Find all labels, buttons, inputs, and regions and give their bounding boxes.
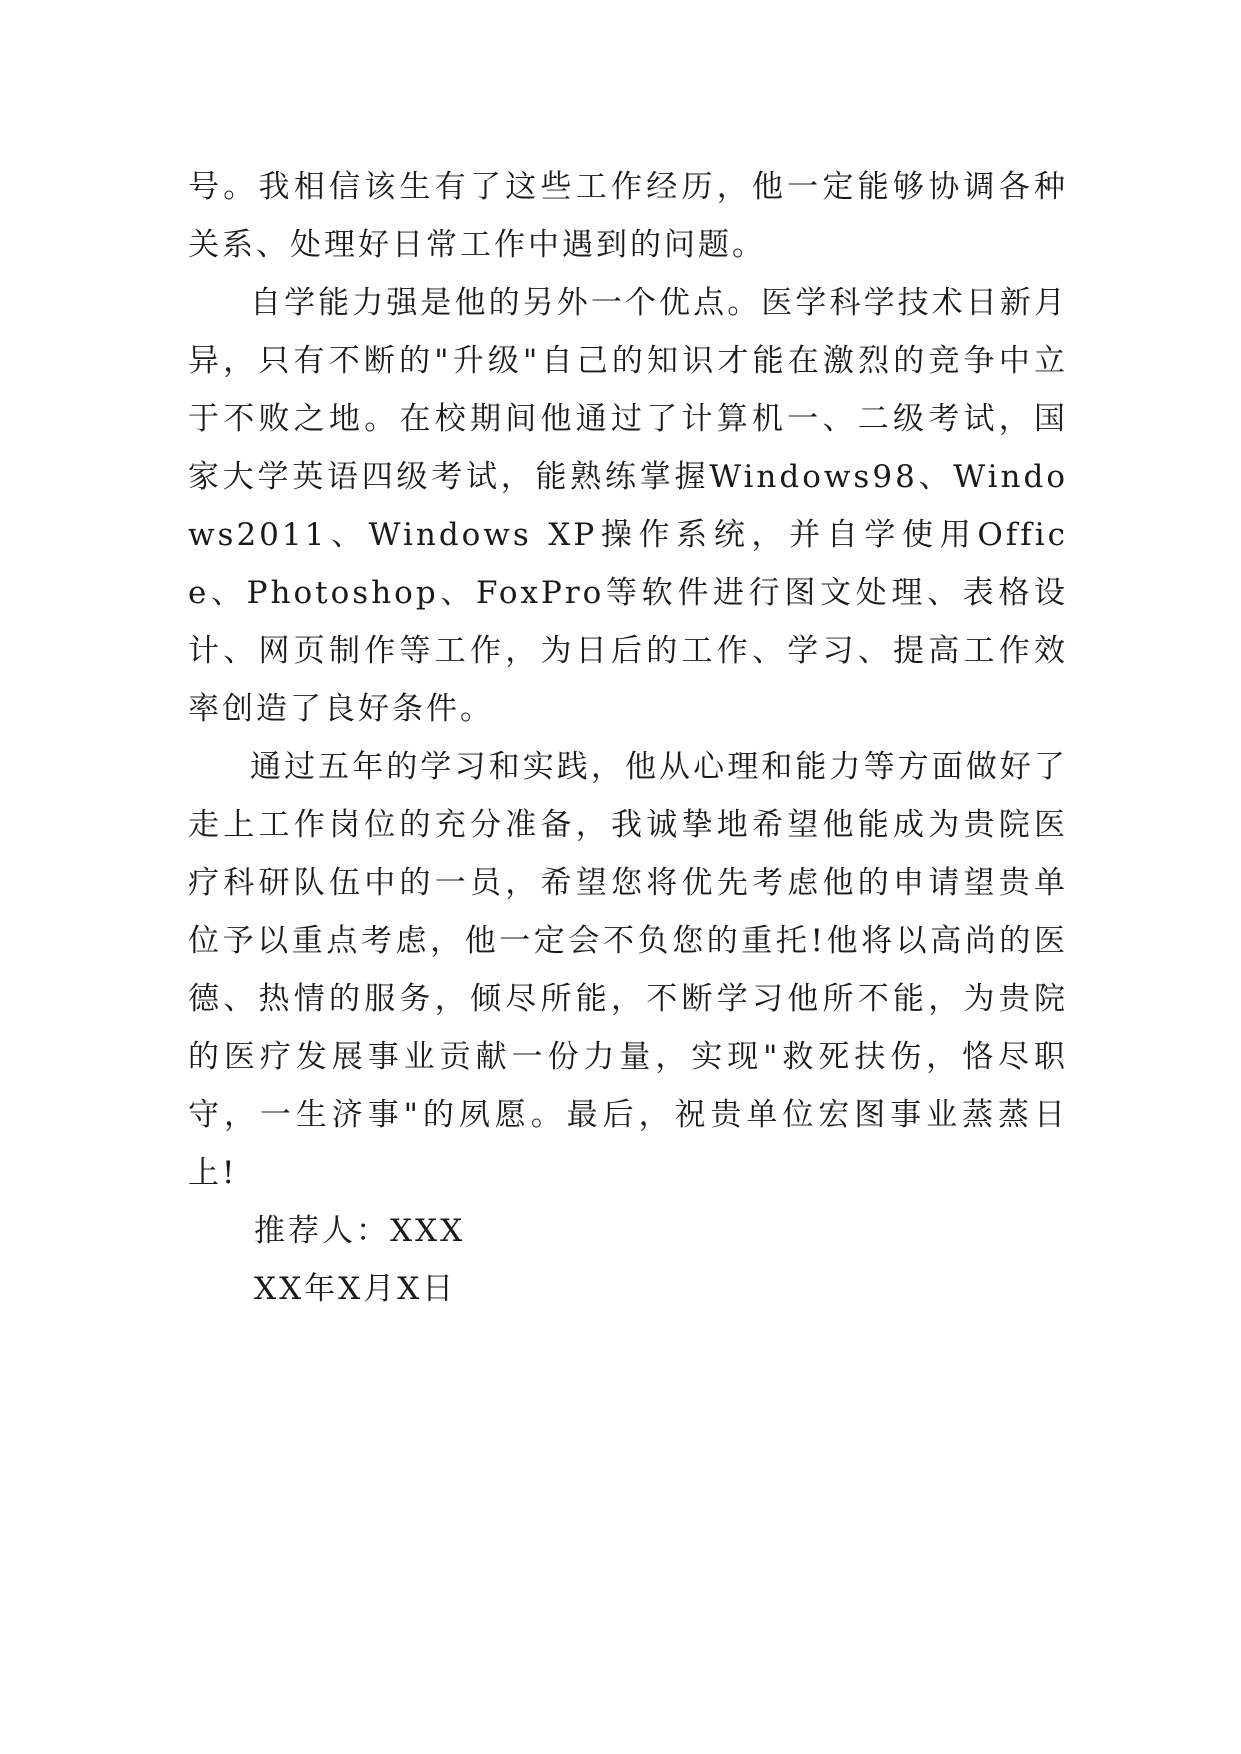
paragraph-conclusion: 通过五年的学习和实践，他从心理和能力等方面做好了走上工作岗位的充分准备，我诚挚地希望他能成为贵院医疗科研队伍中的一员，希望您将优先考虑他的申请望贵单位予以重点考虑，他一定会不负您的重托!他将以高尚的医德、热情的服务，倾尽所能，不断学习他所不能，为贵院的医疗发展事业贡献一份力量，实现"救死扶伤，恪尽职守，一生济事"的夙愿。最后，祝贵单位宏图事业蒸蒸日上! [188, 749, 1068, 1191]
letter-body [188, 158, 1068, 1318]
paragraph-self-learning: 自学能力强是他的另外一个优点。医学科学技术日新月异，只有不断的"升级"自己的知识才能在激烈的竞争中立于不败之地。在校期间他通过了计算机一、二级考试，国家大学英语四级考试，能熟练掌握Windows98、Windows2011、Windows XP操作系统，并自学使用Office、Photoshop、FoxPro等软件进行图文处理、表格设计、网页制作等工作，为日后的工作、学习、提高工作效率创造了良好条件。 [188, 285, 1068, 727]
recommender-line: 推荐人：XXX [254, 1213, 466, 1249]
paragraph-continuation: 号。我相信该生有了这些工作经历，他一定能够协调各种关系、处理好日常工作中遇到的问题。 [188, 169, 1068, 263]
date-line: XX年X月X日 [254, 1271, 457, 1307]
